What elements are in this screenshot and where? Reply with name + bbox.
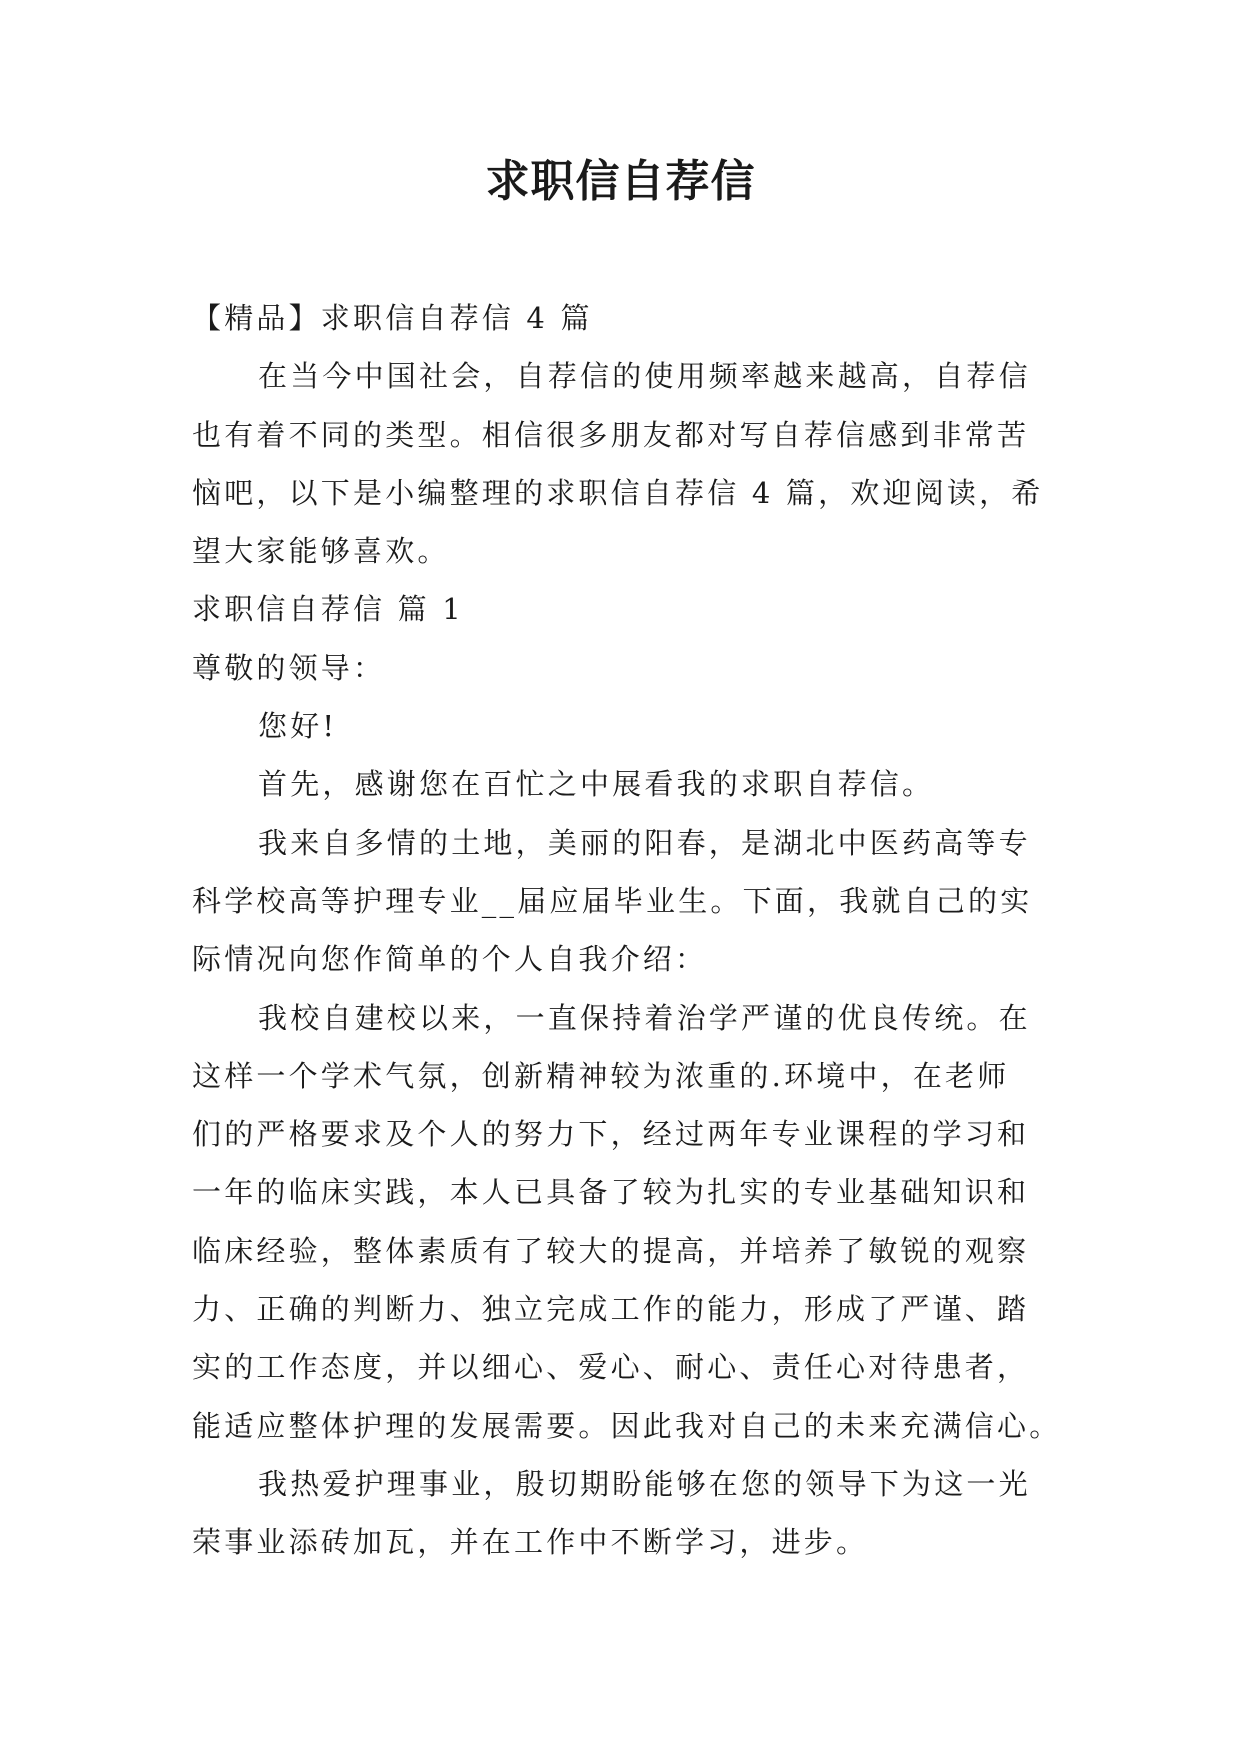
- body-line: 在当今中国社会，自荐信的使用频率越来越高，自荐信: [258, 359, 1031, 394]
- body-line: 也有着不同的类型。相信很多朋友都对写自荐信感到非常苦: [192, 417, 1030, 452]
- body-line: 一年的临床实践，本人已具备了较为扎实的专业基础知识和: [192, 1175, 1030, 1210]
- body-line: 临床经验，整体素质有了较大的提高，并培养了敏锐的观察: [192, 1233, 1030, 1268]
- document-body: [192, 289, 1060, 1572]
- body-line: 这样一个学术气氛，创新精神较为浓重的.环境中，在老师: [192, 1058, 1010, 1093]
- body-line: 我校自建校以来，一直保持着治学严谨的优良传统。在: [258, 1000, 1031, 1035]
- body-line: 望大家能够喜欢。: [192, 534, 450, 569]
- body-line: 荣事业添砖加瓦，并在工作中不断学习，进步。: [192, 1525, 869, 1560]
- body-line: 求职信自荐信 篇 1: [192, 592, 464, 627]
- document-title: 求职信自荐信: [485, 156, 756, 207]
- body-line: 您好!: [258, 709, 338, 744]
- body-line: 能适应整体护理的发展需要。因此我对自己的未来充满信心。: [192, 1408, 1062, 1443]
- body-line: 首先，感谢您在百忙之中展看我的求职自荐信。: [258, 767, 935, 802]
- body-line: 际情况向您作简单的个人自我介绍：: [192, 942, 708, 977]
- body-line: 【精品】求职信自荐信 4 篇: [192, 301, 593, 335]
- body-line: 我来自多情的土地，美丽的阳春，是湖北中医药高等专: [258, 825, 1031, 860]
- body-line: 恼吧，以下是小编整理的求职信自荐信 4 篇，欢迎阅读，希: [192, 475, 1044, 510]
- body-line: 实的工作态度，并以细心、爱心、耐心、责任心对待患者，: [192, 1350, 1030, 1385]
- body-line: 我热爱护理事业，殷切期盼能够在您的领导下为这一光: [258, 1466, 1031, 1501]
- body-line: 尊敬的领导：: [192, 650, 386, 685]
- body-line: 们的严格要求及个人的努力下，经过两年专业课程的学习和: [192, 1117, 1030, 1152]
- body-line: 力、正确的判断力、独立完成工作的能力，形成了严谨、踏: [192, 1292, 1030, 1327]
- body-line: 科学校高等护理专业__届应届毕业生。下面，我就自己的实: [192, 883, 1033, 918]
